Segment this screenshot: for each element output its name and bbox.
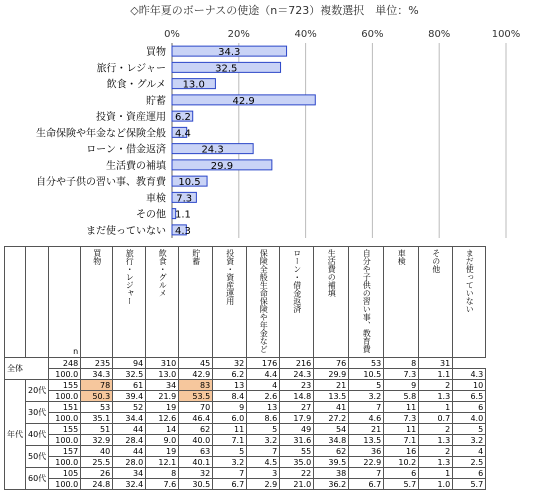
data-label: 34.3: [218, 47, 241, 59]
cell-percent: 7.6: [146, 479, 179, 490]
column-header-text: 保険全般生命保険や年金など: [259, 249, 269, 353]
cell-count: 4: [453, 446, 486, 457]
cell-percent: 28.0: [113, 457, 146, 468]
row-label: 50代: [26, 446, 49, 468]
column-header-text: 飲食・グルメ: [158, 249, 168, 297]
data-label: 6.2: [175, 112, 191, 124]
category-label: 投資・資産運用: [96, 112, 166, 124]
cell-count: 44: [113, 424, 146, 435]
x-tick-label: 20%: [227, 29, 250, 40]
table-row: [5, 479, 486, 490]
cell-percent: 25.5: [81, 457, 113, 468]
cell-count: 5: [213, 446, 247, 457]
column-header: [349, 247, 384, 358]
cell-count: 52: [113, 402, 146, 413]
cell-percent: 3.2: [349, 391, 384, 402]
category-label: 自分や子供の習い事、教育費: [36, 177, 166, 189]
cell-percent: 7.1: [213, 435, 247, 446]
cell-n: 155: [49, 424, 81, 435]
column-header-text: 自分や子供の習い事、教育費: [362, 249, 372, 353]
chart-title: ◇昨年夏のボーナスの使途（n＝723）複数選択 単位：%: [130, 4, 419, 17]
cell-n: 105: [49, 468, 81, 479]
cell-count: 11: [384, 424, 419, 435]
cell-count: 19: [146, 446, 179, 457]
cell-count: 4: [247, 380, 280, 391]
cell-n: 151: [49, 402, 81, 413]
cell-percent: 40.0: [179, 435, 213, 446]
cell-count: 5: [453, 424, 486, 435]
data-label: 24.3: [201, 144, 224, 156]
cell-count: 11: [384, 402, 419, 413]
cell-count: 235: [81, 358, 113, 369]
row-group-label: 年代: [5, 380, 26, 490]
cell-count: 45: [179, 358, 213, 369]
cell-count: 310: [146, 358, 179, 369]
cell-percent: 22.9: [349, 457, 384, 468]
category-label: 貯蓄: [146, 95, 166, 107]
cell-percent: 35.0: [280, 457, 314, 468]
cell-count: 6: [384, 468, 419, 479]
cell-n: 100.0: [49, 457, 81, 468]
cell-n: 157: [49, 446, 81, 457]
column-header: [213, 247, 247, 358]
data-label: 13.0: [182, 79, 205, 91]
cell-percent: 24.8: [81, 479, 113, 490]
column-header: [113, 247, 146, 358]
cell-count: 7: [349, 468, 384, 479]
cell-count: 2: [419, 424, 453, 435]
cell-percent: 17.9: [280, 413, 314, 424]
cell-count: 2: [419, 380, 453, 391]
cell-percent: 46.4: [179, 413, 213, 424]
cell-count: 21: [349, 424, 384, 435]
cell-percent: 3.2: [247, 435, 280, 446]
crosstab-table: [4, 246, 486, 490]
cell-count: 62: [314, 446, 349, 457]
x-tick-label: 100%: [491, 29, 521, 40]
table-row: [5, 424, 486, 435]
cell-percent: 30.5: [179, 479, 213, 490]
cell-percent: 1.3: [419, 435, 453, 446]
column-header: [280, 247, 314, 358]
cell-percent: 39.5: [314, 457, 349, 468]
cell-percent: 21.9: [146, 391, 179, 402]
cell-count: 27: [280, 402, 314, 413]
cell-count: 8: [146, 468, 179, 479]
cell-count: 63: [179, 446, 213, 457]
cell-percent: 6.7: [349, 479, 384, 490]
cell-percent: 42.9: [179, 369, 213, 380]
category-label: 買物: [146, 47, 166, 59]
cell-percent: 10.5: [349, 369, 384, 380]
cell-count: 6: [453, 402, 486, 413]
table-row: [5, 468, 486, 479]
cell-percent: 31.6: [280, 435, 314, 446]
column-header-text: 生活費の補填: [327, 249, 337, 297]
table-row: [5, 413, 486, 424]
cell-percent: 0.7: [419, 413, 453, 424]
x-tick-label: 0%: [164, 29, 180, 40]
column-header-text: まだ使っていない: [465, 249, 475, 313]
cell-percent: 29.9: [314, 369, 349, 380]
cell-count: 13: [247, 402, 280, 413]
cell-count: 49: [280, 424, 314, 435]
cell-count: 26: [81, 468, 113, 479]
cell-count: 76: [314, 358, 349, 369]
table-row: [5, 380, 486, 391]
cell-count: 61: [113, 380, 146, 391]
table-row: [5, 358, 486, 369]
data-label: 10.5: [178, 177, 201, 189]
cell-percent: 14.8: [280, 391, 314, 402]
cell-percent: 40.1: [179, 457, 213, 468]
cell-percent: 32.9: [81, 435, 113, 446]
cell-count: 2: [419, 446, 453, 457]
cell-count: 21: [314, 380, 349, 391]
cell-percent: 35.1: [81, 413, 113, 424]
cell-percent: 3.2: [213, 457, 247, 468]
cell-percent: 13.5: [349, 435, 384, 446]
x-tick-label: 40%: [294, 29, 317, 40]
column-header: [314, 247, 349, 358]
cell-count: 51: [81, 424, 113, 435]
cell-count: 62: [179, 424, 213, 435]
data-label: 1.1: [175, 209, 191, 221]
cell-percent: 7.1: [384, 435, 419, 446]
data-label: 29.9: [210, 160, 234, 172]
cell-percent: 10.2: [384, 457, 419, 468]
cell-percent: 5.7: [384, 479, 419, 490]
column-header-text: 買物: [92, 249, 102, 265]
table-row: [5, 435, 486, 446]
cell-percent: 12.6: [146, 413, 179, 424]
cell-count: 23: [280, 380, 314, 391]
cell-count: 11: [213, 424, 247, 435]
cell-percent: 7.3: [384, 413, 419, 424]
column-header-text: 投資・資産運用: [225, 249, 235, 305]
cell-percent: 1.1: [419, 369, 453, 380]
cell-count: 16: [384, 446, 419, 457]
cell-percent: 13.0: [146, 369, 179, 380]
category-label: まだ使っていない: [86, 225, 166, 237]
cell-n: 100.0: [49, 435, 81, 446]
cell-percent: 1.3: [419, 457, 453, 468]
cell-percent: 9.0: [146, 435, 179, 446]
cell-percent: 2.5: [453, 457, 486, 468]
data-label: 4.4: [175, 128, 191, 140]
cell-count: 22: [280, 468, 314, 479]
cell-percent: 4.5: [247, 457, 280, 468]
cell-count: 176: [247, 358, 280, 369]
column-header-text: 車検: [397, 249, 407, 265]
cell-percent: 1.3: [419, 391, 453, 402]
cell-count: 41: [314, 402, 349, 413]
cell-percent: 13.5: [314, 391, 349, 402]
cell-percent: 8.4: [213, 391, 247, 402]
cell-percent: 1.0: [419, 479, 453, 490]
cell-count: 31: [419, 358, 453, 369]
column-header-text: 貯蓄: [191, 249, 201, 265]
row-label: 20代: [26, 380, 49, 402]
cell-count: 5: [247, 424, 280, 435]
cell-count: 216: [280, 358, 314, 369]
cell-percent: 5.7: [453, 479, 486, 490]
cell-percent: 34.4: [113, 413, 146, 424]
cell-percent: 8.6: [247, 413, 280, 424]
cell-count: 32: [179, 468, 213, 479]
column-header: [81, 247, 113, 358]
cell-percent: 6.0: [213, 413, 247, 424]
cell-percent: 21.0: [280, 479, 314, 490]
cell-count: 7: [349, 402, 384, 413]
cell-count: 248: [49, 358, 81, 369]
cell-count: 78: [81, 380, 113, 391]
cell-n: 100.0: [49, 479, 81, 490]
cell-count: 83: [179, 380, 213, 391]
column-header: [247, 247, 280, 358]
cell-count: 32: [213, 358, 247, 369]
category-label: ローン・借金返済: [86, 144, 166, 156]
cell-n: 100.0: [49, 391, 81, 402]
data-label: 42.9: [232, 95, 255, 107]
category-label: 飲食・グルメ: [106, 79, 166, 91]
cell-n: 155: [49, 380, 81, 391]
cell-count: 8: [384, 358, 419, 369]
cell-count: 53: [349, 358, 384, 369]
cell-count: 7: [213, 468, 247, 479]
cell-percent: 5.8: [384, 391, 419, 402]
table-header-row: [5, 247, 486, 358]
row-label: 30代: [26, 402, 49, 424]
cell-percent: 6.2: [213, 369, 247, 380]
cell-percent: 4.6: [349, 413, 384, 424]
cell-percent: 4.0: [453, 413, 486, 424]
column-header: [453, 247, 486, 358]
cell-percent: 24.3: [280, 369, 314, 380]
row-label: 40代: [26, 424, 49, 446]
cell-n: 100.0: [49, 413, 81, 424]
bar-chart: [0, 0, 549, 246]
cell-count: 34: [113, 468, 146, 479]
category-label: 車検: [146, 193, 166, 205]
cell-percent: 2.6: [247, 391, 280, 402]
table-row: [5, 446, 486, 457]
cell-percent: 4.4: [247, 369, 280, 380]
cell-percent: 6.5: [453, 391, 486, 402]
cell-count: 54: [314, 424, 349, 435]
cell-count: 9: [384, 380, 419, 391]
column-header-text: その他: [431, 249, 441, 273]
cell-count: 1: [419, 468, 453, 479]
cell-count: 94: [113, 358, 146, 369]
category-label: 生命保険や年金など保険全般: [36, 128, 166, 140]
cell-count: 3: [247, 468, 280, 479]
cell-count: 14: [146, 424, 179, 435]
cell-count: 5: [349, 380, 384, 391]
column-header: [179, 247, 213, 358]
cell-percent: 28.4: [113, 435, 146, 446]
cell-percent: 50.3: [81, 391, 113, 402]
cell-count: 36: [349, 446, 384, 457]
x-tick-label: 80%: [428, 29, 451, 40]
cell-count: 55: [280, 446, 314, 457]
cell-percent: 6.7: [213, 479, 247, 490]
cell-count: 34: [146, 380, 179, 391]
cell-percent: 3.2: [453, 435, 486, 446]
column-header: [384, 247, 419, 358]
header-corner: [26, 247, 49, 358]
cell-percent: 34.8: [314, 435, 349, 446]
table-row: [5, 402, 486, 413]
column-header: [146, 247, 179, 358]
cell-count: 10: [453, 380, 486, 391]
cell-count: 13: [213, 380, 247, 391]
table-row: [5, 457, 486, 468]
cell-percent: 53.5: [179, 391, 213, 402]
column-header-text: 旅行・レジャー: [125, 249, 135, 305]
cell-count: 7: [247, 446, 280, 457]
row-label: 60代: [26, 468, 49, 490]
cell-count: 70: [179, 402, 213, 413]
cell-percent: 32.5: [113, 369, 146, 380]
x-tick-label: 60%: [361, 29, 384, 40]
cell-percent: 12.1: [146, 457, 179, 468]
cell-count: 19: [146, 402, 179, 413]
cell-percent: 7.3: [384, 369, 419, 380]
cell-n: 100.0: [49, 369, 81, 380]
cell-percent: 2.9: [247, 479, 280, 490]
category-label: 生活費の補填: [106, 160, 166, 172]
cell-count: 9: [213, 402, 247, 413]
cell-percent: 32.4: [113, 479, 146, 490]
data-label: 32.5: [215, 63, 238, 75]
column-header: [419, 247, 453, 358]
table-row: [5, 391, 486, 402]
cell-count: 38: [314, 468, 349, 479]
cell-count: 53: [81, 402, 113, 413]
cell-count: 1: [419, 402, 453, 413]
table-row: [5, 369, 486, 380]
cell-count: 6: [453, 468, 486, 479]
cell-percent: 27.2: [314, 413, 349, 424]
cell-percent: 34.3: [81, 369, 113, 380]
row-label: 全体: [5, 358, 49, 380]
cell-percent: 36.2: [314, 479, 349, 490]
header-n: n: [49, 247, 81, 358]
category-label: その他: [136, 209, 166, 221]
cell-count: 44: [113, 446, 146, 457]
cell-count: 40: [81, 446, 113, 457]
data-label: 7.3: [176, 193, 193, 205]
header-corner: [5, 247, 26, 358]
cell-percent: 4.3: [453, 369, 486, 380]
cell-percent: 39.4: [113, 391, 146, 402]
category-label: 旅行・レジャー: [96, 63, 166, 75]
column-header-text: ローン・借金返済: [292, 249, 302, 313]
data-label: 4.3: [175, 225, 191, 237]
